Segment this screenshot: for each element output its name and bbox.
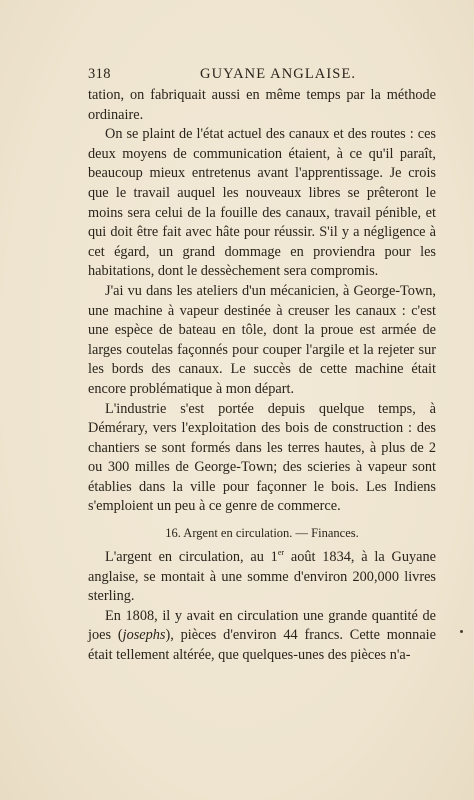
section-heading: 16. Argent en circulation. — Finances. (165, 526, 359, 541)
paragraph-1808 (88, 607, 436, 666)
italic-josephs: josephs (122, 627, 166, 644)
paragraph-industrie: L'industrie s'est portée depuis quelque temps, à Démérary, vers l'exploitation des bois de construction : des chantiers se sont formés dans les terres hautes, à plus de 2 ou 300 milles de George-Town; des scieries à vapeur sont établies dans la ville pour façonner le bois. Les Indiens s'emploient un peu à ce genre de commerce. (88, 400, 436, 515)
paragraph-continuation: tation, on fabriquait aussi en même temps par la méthode ordinaire. (88, 87, 436, 123)
ordinal-superscript: er (277, 548, 285, 558)
body-text (88, 86, 436, 666)
paragraph-1808-text-1: En 1808, il y avait en circulation une grande quantité de joes ( (88, 607, 436, 644)
ink-speck (460, 630, 463, 633)
paragraph-argent-text-1: L'argent en circulation, au 1 (105, 549, 278, 566)
page-header (88, 66, 428, 86)
running-head: GUYANE ANGLAISE. (200, 66, 357, 82)
paragraph-1808-text-2: ), pièces d'environ 44 francs. Cette monnaie était tellement altérée, que quelques-unes des pièces n'a- (88, 627, 436, 664)
paragraph-canaux: On se plaint de l'état actuel des canaux et des routes : ces deux moyens de communication étaient, à ce qu'il paraît, beaucoup mieux entretenus avant l'apprentissage. Je crois que le travail auquel les nouveaux libres se prêteront le moins sera celui de la fouille des canaux, travail pénible, et qui doit être fait avec hâte pour réussir. S'il y a négligence à cet égard, un grand dommage en proviendra pour les habitations, dont le dessèchement sera compromis. (88, 126, 436, 280)
paragraph-machine: J'ai vu dans les ateliers d'un mécanicien, à George-Town, une machine à vapeur destinée à creuser les canaux : c'est une espèce de bateau en tôle, dont la proue est armée de larges coutelas façonnés pour couper l'argile et la rejeter sur les bords des canaux. Le succès de cette machine était encore problématique à mon départ. (88, 282, 436, 397)
page-number: 318 (88, 66, 111, 82)
paragraph-argent (88, 548, 436, 607)
paragraph-argent-text-2: août 1834, à la Guyane anglaise, se montait à une somme d'environ 200,000 livres sterling. (88, 549, 436, 605)
